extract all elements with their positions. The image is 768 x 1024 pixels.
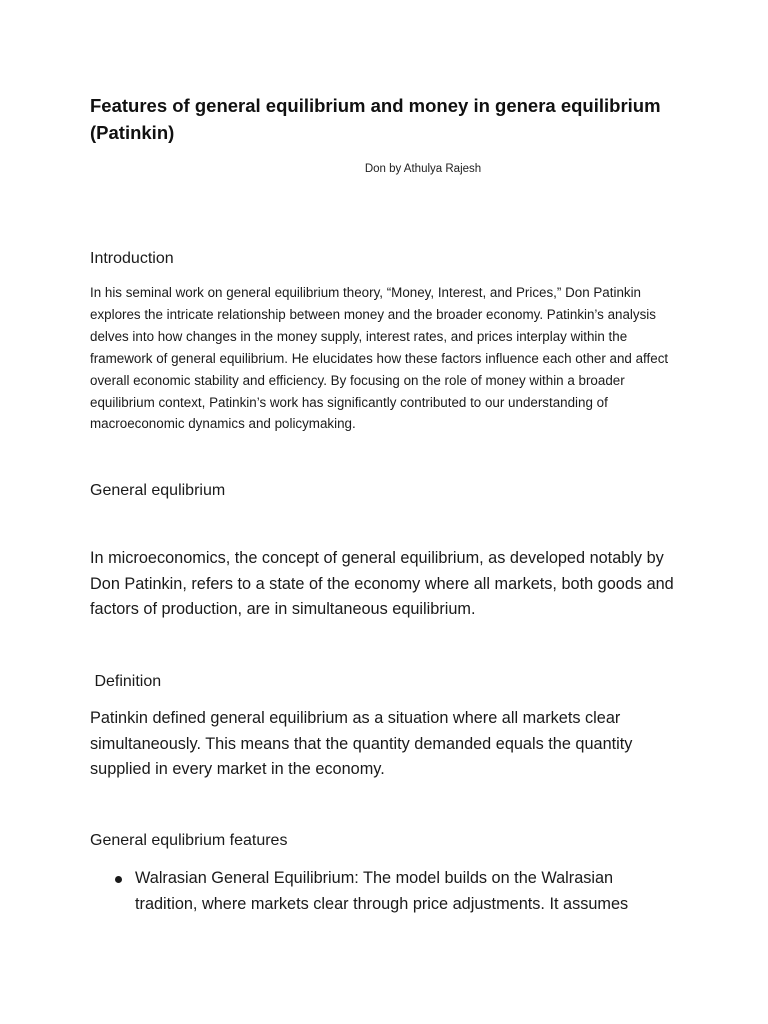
bullet-icon: [115, 876, 122, 883]
general-equilibrium-heading: General equlibrium: [90, 482, 226, 499]
document-title: Features of general equilibrium and money in genera equilibrium (Patinkin): [90, 95, 661, 143]
list-item: [90, 866, 660, 917]
author-byline: Don by Athulya Rajesh: [364, 163, 482, 175]
list-item-text: Walrasian General Equilibrium: The model builds on the Walrasian tradition, where markets clear through price adjustments. It assumes: [135, 869, 629, 913]
introduction-paragraph: In his seminal work on general equilibrium theory, “Money, Interest, and Prices,” Don Patinkin explores the intricate relationship between money and the broader economy. Patinkin’s analysis delves into how changes in the money supply, interest rates, and prices interplay within the framework of general equilibrium. He elucidates how these factors influence each other and affect overall economic stability and efficiency. By focusing on the role of money within a broader equilibrium context, Patinkin’s work has significantly contributed to our understanding of macroeconomic dynamics and policymaking.: [90, 285, 669, 432]
features-list: [90, 866, 690, 917]
features-heading: General equlibrium features: [90, 832, 288, 849]
introduction-heading: Introduction: [90, 250, 174, 267]
definition-paragraph: Patinkin defined general equilibrium as a situation where all markets clear simultaneously. This means that the quantity demanded equals the quantity supplied in every market in the economy.: [90, 709, 633, 779]
definition-heading: Definition: [90, 673, 162, 690]
general-equilibrium-paragraph: In microeconomics, the concept of general equilibrium, as developed notably by Don Patinkin, refers to a state of the economy where all markets, both goods and factors of production, are in simultaneous equilibrium.: [90, 549, 674, 619]
